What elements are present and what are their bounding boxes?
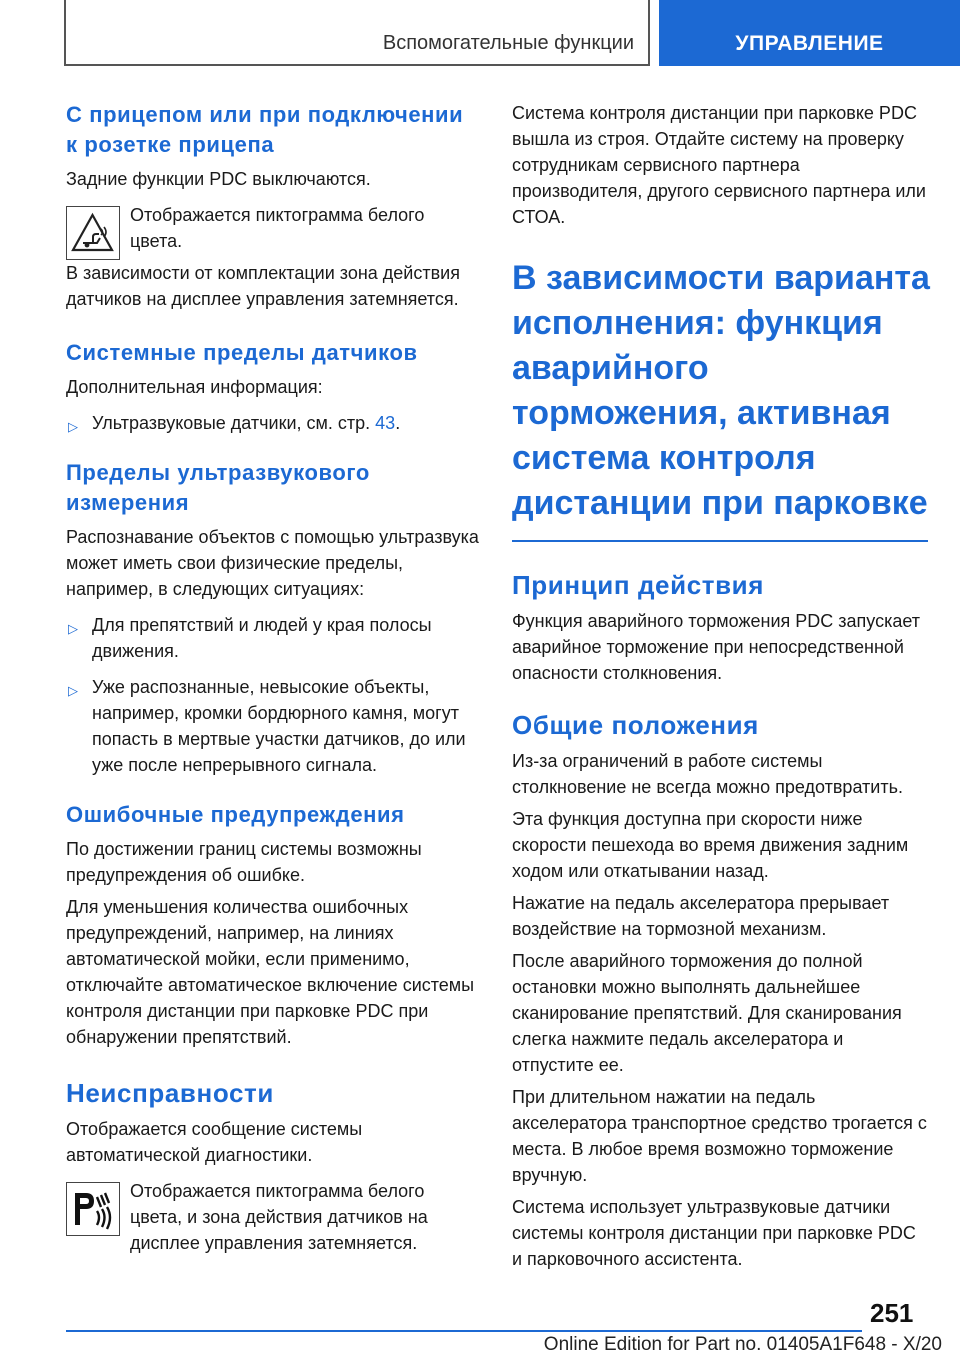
page-header — [0, 0, 960, 66]
pdc-parking-sensor-icon — [66, 1182, 120, 1236]
paragraph: Для уменьшения количества ошибочных предупреждений, например, на линиях автоматической мойки, если применимо, отключайте автоматическое включение системы контроля дистанции при парковке PDC при обнаружении препятствий. — [66, 897, 475, 1047]
page-reference-link[interactable]: 43 — [375, 413, 396, 433]
page-number: 251 — [870, 1298, 914, 1328]
icon-note-malfunction — [66, 1178, 480, 1256]
paragraph: Эта функция доступна при скорости ниже скорости пешехода во время движения задним ходом или откатывании назад. — [512, 809, 909, 881]
bullet-text: Уже распознанные, невысокие объекты, например, кромки бордюрного камня, могут попасть в мертвые участки датчиков, до или уже после непрерывного сигнала. — [92, 677, 466, 775]
triangle-bullet-icon: ▷ — [68, 419, 78, 434]
paragraph: Отображается пиктограмма белого цвета. — [130, 205, 425, 251]
footer-divider — [66, 1330, 862, 1332]
heading-malfunctions: Неисправности — [66, 1078, 274, 1108]
paragraph: В зависимости от комплектации зона действия датчиков на дисплее управления затемняется. — [66, 263, 460, 309]
footer-edition-text: Online Edition for Part no. 01405A1F648 - X/20 — [543, 1334, 942, 1355]
paragraph: Отображается сообщение системы автоматической диагностики. — [66, 1119, 363, 1165]
icon-note-trailer — [66, 202, 480, 254]
bullet-period: . — [395, 413, 401, 433]
left-column — [66, 100, 480, 1256]
paragraph: По достижении границ системы возможны предупреждения об ошибке. — [66, 839, 422, 885]
paragraph: Задние функции PDC выключаются. — [66, 169, 371, 189]
list-item — [66, 410, 480, 436]
paragraph: Система использует ультразвуковые датчики системы контроля дистанции при парковке PDC и парковочного ассистента. — [512, 1197, 916, 1269]
heading-false-warnings: Ошибочные предупреждения — [66, 802, 405, 827]
paragraph: При длительном нажатии на педаль акселератора транспортное средство трогается с места. В любое время возможно торможение вручную. — [512, 1087, 927, 1185]
triangle-bullet-icon: ▷ — [68, 621, 78, 636]
paragraph: Распознавание объектов с помощью ультразвука может иметь свои физические пределы, например, в следующих ситуациях: — [66, 527, 479, 599]
list-item — [66, 674, 480, 778]
paragraph: Из-за ограничений в работе системы столкновение не всегда можно предотвратить. — [512, 751, 903, 797]
header-chapter-tab: УПРАВЛЕНИЕ — [659, 0, 960, 66]
heading-emergency-braking: В зависимости варианта исполнения: функция аварийного торможения, активная система контроля дистанции при парковке — [512, 259, 930, 522]
heading-system-limits: Системные пределы датчиков — [66, 340, 418, 365]
heading-principle: Принцип действия — [512, 570, 765, 600]
list-item — [66, 612, 480, 664]
triangle-bullet-icon: ▷ — [68, 683, 78, 698]
trailer-warning-icon — [66, 206, 120, 260]
heading-general: Общие положения — [512, 710, 759, 740]
paragraph: После аварийного торможения до полной остановки можно выполнять дальнейшее сканирование препятствий. Для сканирования слегка нажмите педаль акселератора и отпустите ее. — [512, 951, 902, 1075]
heading-ultrasonic-limits: Пределы ультразвукового измерения — [66, 460, 370, 515]
heading-trailer: С прицепом или при подключении к розетке прицепа — [66, 102, 464, 157]
right-column — [512, 100, 930, 1272]
header-frame — [64, 0, 650, 66]
paragraph: Система контроля дистанции при парковке PDC вышла из строя. Отдайте систему на проверку сотрудникам сервисного партнера производителя, другого сервисного партнера или СТОА. — [512, 103, 926, 227]
paragraph: Нажатие на педаль акселератора прерывает воздействие на тормозной механизм. — [512, 893, 890, 939]
bullet-text: Ультразвуковые датчики, см. стр. — [92, 413, 371, 433]
paragraph: Отображается пиктограмма белого цвета, и зона действия датчиков на дисплее управления затемняется. — [130, 1181, 428, 1253]
bullet-text: Для препятствий и людей у края полосы движения. — [92, 615, 432, 661]
header-section-title: Вспомогательные функции — [382, 32, 634, 54]
paragraph: Дополнительная информация: — [66, 377, 323, 397]
paragraph: Функция аварийного торможения PDC запускает аварийное торможение при непосредственной опасности столкновения. — [512, 611, 921, 683]
heading-divider — [512, 540, 928, 542]
